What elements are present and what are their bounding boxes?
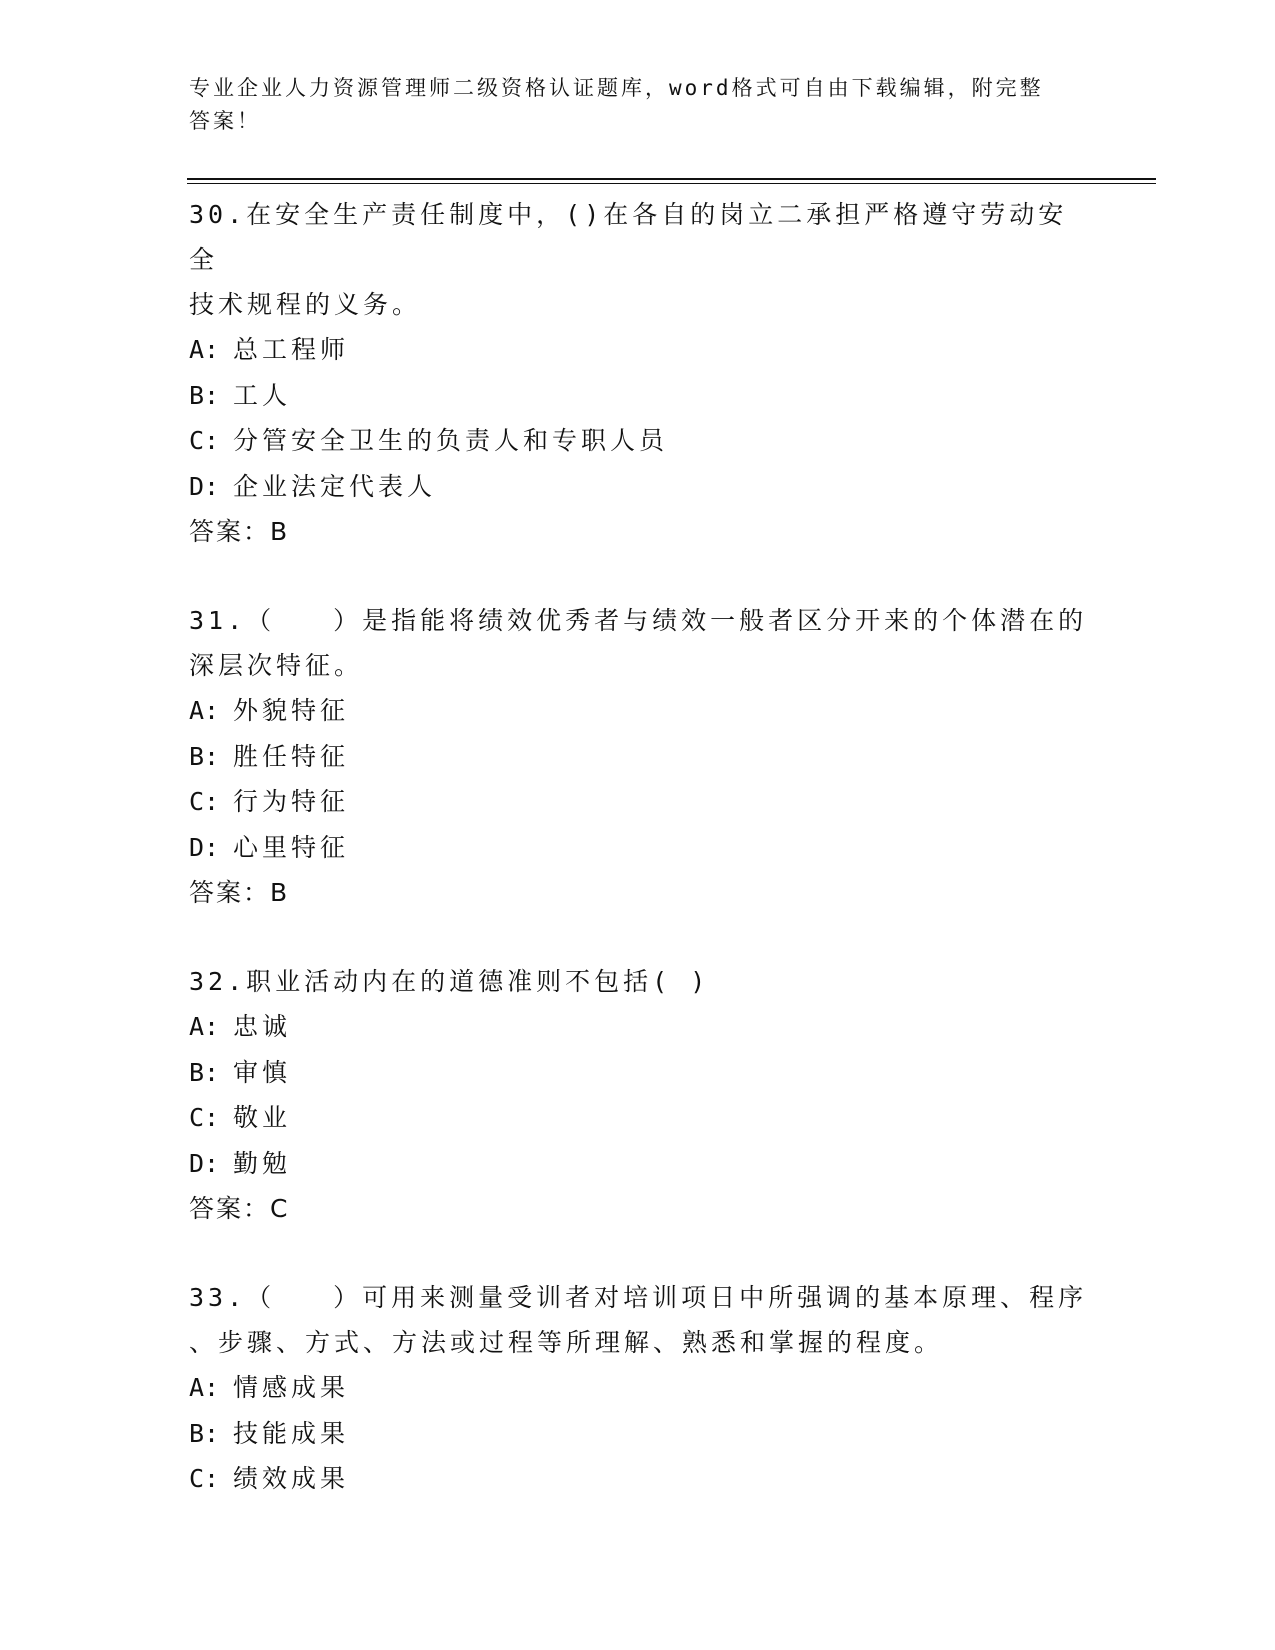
question-spacer (189, 915, 1089, 959)
question-list (189, 192, 1089, 1502)
option-text: 勤勉 (233, 1148, 292, 1178)
option-a (189, 1365, 1089, 1411)
question-stem-line: 32.职业活动内在的道德准则不包括( ) (189, 967, 710, 996)
question-stem-line: 深层次特征。 (189, 651, 364, 680)
answer-line: 答案：C (189, 1194, 290, 1223)
option-b (189, 1411, 1089, 1457)
question-stem-line: 30.在安全生产责任制度中，()在各自的岗立二承担严格遵守劳动安全 (189, 200, 1068, 274)
option-c (189, 1095, 1089, 1141)
question-stem-line: 33.（ ）可用来测量受训者对培训项日中所强调的基本原理、程序 (189, 1283, 1088, 1312)
answer-line: 答案：B (189, 878, 290, 907)
question-stem-line: 、步骤、方式、方法或过程等所理解、熟悉和掌握的程度。 (189, 1328, 944, 1357)
option-letter: B: (189, 1057, 220, 1087)
option-c (189, 779, 1089, 825)
answer-line: 答案：B (189, 517, 290, 546)
question-stem-line: 技术规程的义务。 (189, 290, 422, 319)
option-text: 胜任特征 (233, 741, 350, 771)
header-line-2: 答案！ (189, 109, 261, 133)
document-header (189, 72, 1089, 138)
option-text: 外貌特征 (233, 696, 350, 725)
option-d (189, 1141, 1089, 1187)
option-text: 总工程师 (233, 335, 350, 364)
option-letter: C: (189, 1464, 220, 1493)
question-33 (189, 1275, 1089, 1502)
option-text: 心里特征 (233, 832, 350, 862)
question-32 (189, 959, 1089, 1231)
option-text: 分管安全卫生的负责人和专职人员 (233, 426, 669, 455)
option-letter: C: (189, 426, 220, 455)
option-text: 绩效成果 (233, 1464, 350, 1493)
header-divider-thick (187, 178, 1156, 180)
option-letter: D: (189, 832, 220, 862)
question-spacer (189, 554, 1089, 598)
option-letter: B: (189, 741, 220, 771)
option-letter: A: (189, 696, 220, 725)
option-letter: A: (189, 1373, 220, 1402)
option-a (189, 688, 1089, 734)
option-c (189, 1456, 1089, 1502)
option-b (189, 373, 1089, 419)
option-text: 企业法定代表人 (233, 471, 437, 501)
option-b (189, 734, 1089, 780)
question-spacer (189, 1231, 1089, 1275)
option-a (189, 327, 1089, 373)
option-letter: C: (189, 1103, 220, 1132)
option-text: 情感成果 (233, 1373, 350, 1402)
option-text: 敬业 (233, 1103, 292, 1132)
option-text: 工人 (233, 380, 292, 410)
option-letter: D: (189, 471, 220, 501)
header-line-1: 专业企业人力资源管理师二级资格认证题库，word格式可自由下载编辑，附完整 (189, 76, 1044, 100)
option-text: 审慎 (233, 1057, 292, 1087)
option-a (189, 1004, 1089, 1050)
option-letter: D: (189, 1148, 220, 1178)
option-letter: A: (189, 1012, 220, 1041)
option-text: 技能成果 (233, 1418, 350, 1448)
question-31 (189, 598, 1089, 915)
option-letter: A: (189, 335, 220, 364)
question-30 (189, 192, 1089, 554)
option-text: 忠诚 (233, 1012, 292, 1041)
option-letter: B: (189, 1418, 220, 1448)
option-text: 行为特征 (233, 787, 350, 816)
option-d (189, 464, 1089, 510)
option-c (189, 418, 1089, 464)
option-letter: C: (189, 787, 220, 816)
option-letter: B: (189, 380, 220, 410)
option-b (189, 1050, 1089, 1096)
header-divider-thin (187, 183, 1156, 184)
option-d (189, 825, 1089, 871)
question-stem-line: 31.（ ）是指能将绩效优秀者与绩效一般者区分开来的个体潜在的 (189, 606, 1088, 635)
